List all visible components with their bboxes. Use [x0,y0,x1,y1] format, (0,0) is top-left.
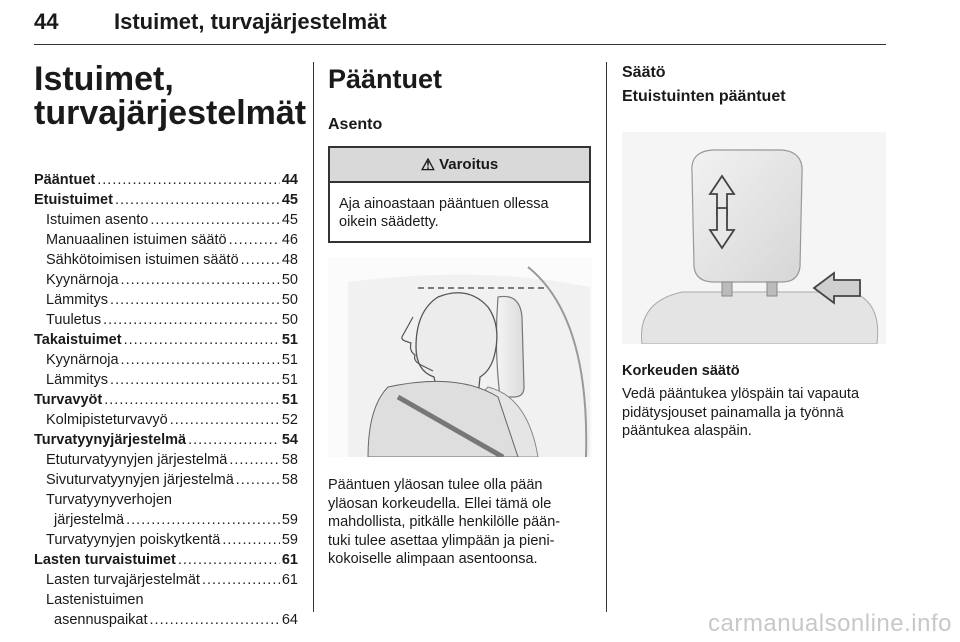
toc-entry[interactable] [34,390,298,410]
watermark: carmanualsonline.info [708,610,952,637]
warning-text-line: oikein säädetty. [339,214,439,230]
subheading: Asento [328,116,383,133]
toc-entry-label: Lasten turvaistuimet [34,552,176,568]
toc-entry-label: Turvatyynyverhojen [46,492,172,508]
toc-entry-label: Kyynärnoja [46,272,119,288]
toc-entry-page: 50 [281,312,298,328]
toc-entry[interactable] [34,170,298,190]
text-line: pidätysjouset painamalla ja työnnä [622,404,844,421]
toc-entry-page: 54 [281,432,298,448]
section-title [34,60,307,132]
front-headrest-illustration [622,132,886,344]
toc-entry-page: 46 [281,232,298,248]
height-adjustment-text [622,385,888,441]
toc-entry-page: 61 [281,552,298,568]
toc-leader-dots [202,570,280,590]
toc-entry-page: 59 [281,532,298,548]
toc-entry-label: Istuimen asento [46,212,149,228]
toc-entry-label: Lämmitys [46,372,109,388]
toc-entry[interactable] [34,570,298,590]
toc-leader-dots [229,230,280,250]
toc-entry[interactable] [34,430,298,450]
toc-leader-dots [241,250,280,270]
toc-entry-label: Takaistuimet [34,332,122,348]
text-line: pääntukea alaspäin. [622,423,752,439]
table-of-contents [34,170,298,630]
toc-entry-label: Etuistuimet [34,192,113,208]
page-number: 44 [34,9,59,34]
toc-leader-dots [188,430,280,450]
adjustment-column [622,62,888,441]
toc-entry-page: 50 [281,272,298,288]
toc-entry[interactable] [34,270,298,290]
warning-text-line: Aja ainoastaan pääntuen ollessa [339,196,549,212]
toc-leader-dots [115,190,280,210]
toc-entry-label: Manuaalinen istuimen säätö [46,232,227,248]
toc-entry[interactable] [34,210,298,230]
toc-entry-page: 59 [281,512,298,528]
toc-entry-page: 51 [281,332,298,348]
headrest-position-text [328,476,592,569]
toc-entry-label: Turvatyynyjen poiskytkentä [46,532,221,548]
column-divider [313,62,314,612]
text-line: mahdollista, pitkälle henkilölle pään- [328,514,561,530]
toc-leader-dots [170,410,280,430]
section-heading: Pääntuet [328,64,443,94]
warning-text [330,183,589,241]
warning-box [328,146,591,243]
toc-entry[interactable] [34,530,298,550]
toc-leader-dots [222,530,280,550]
toc-entry[interactable] [34,490,298,510]
toc-entry-page: 51 [281,372,298,388]
toc-entry[interactable] [34,510,298,530]
text-line: yläosan korkeudella. Ellei tämä ole [328,495,552,512]
toc-entry[interactable] [34,250,298,270]
warning-icon: ⚠ [420,156,436,174]
toc-entry-page: 51 [281,392,298,408]
toc-entry-page: 45 [281,192,298,208]
section-heading: Säätö [622,64,666,81]
toc-entry-label: Lastenistuimen [46,592,144,608]
warning-title: Varoitus [439,156,499,173]
toc-entry[interactable] [34,410,298,430]
driver-headrest-illustration [328,257,592,457]
toc-leader-dots [110,290,280,310]
toc-entry-label: Sähkötoimisen istuimen säätö [46,252,239,268]
toc-entry-label: Sivuturvatyynyjen järjestelmä [46,472,234,488]
toc-entry[interactable] [34,330,298,350]
text-line: Vedä pääntukea ylöspäin tai vapauta [622,386,860,402]
toc-entry-page: 44 [281,172,298,188]
toc-leader-dots [178,550,280,570]
toc-entry-label: Kyynärnoja [46,352,119,368]
toc-entry-page: 64 [281,612,298,628]
toc-entry-label: asennuspaikat [54,612,148,628]
toc-entry-label: Lasten turvajärjestelmät [46,572,200,588]
toc-entry-page: 58 [281,472,298,488]
toc-entry[interactable] [34,190,298,210]
section-title-line: turvajärjestelmät [34,94,307,132]
header-rule [34,44,886,45]
toc-entry[interactable] [34,310,298,330]
toc-leader-dots [110,370,280,390]
toc-entry-label: Tuuletus [46,312,102,328]
toc-entry[interactable] [34,450,298,470]
toc-entry[interactable] [34,550,298,570]
subheading: Etuistuinten pääntuet [622,88,786,105]
header-title: Istuimet, turvajärjestelmät [114,9,387,34]
toc-entry-label: järjestelmä [54,512,125,528]
headrest-position-column [328,62,592,569]
toc-entry[interactable] [34,610,298,630]
toc-entry[interactable] [34,350,298,370]
toc-leader-dots [229,450,280,470]
toc-entry-label: Kolmipisteturvavyö [46,412,168,428]
text-line: kokoiselle alimpaan asentoonsa. [328,551,538,567]
warning-header [330,148,589,183]
text-line: Pääntuen yläosan tulee olla pään [328,477,543,493]
toc-entry[interactable] [34,230,298,250]
toc-leader-dots [236,470,280,490]
text-line: tuki tulee asettaa ylimpään ja pieni- [328,532,555,549]
toc-leader-dots [150,610,280,630]
toc-column [34,60,307,630]
toc-leader-dots [150,210,279,230]
toc-leader-dots [126,510,280,530]
toc-entry[interactable] [34,470,298,490]
toc-entry-label: Lämmitys [46,292,109,308]
height-adjustment-heading: Korkeuden säätö [622,363,740,379]
toc-entry-page: 45 [281,212,298,228]
toc-entry-page: 48 [281,252,298,268]
toc-leader-dots [97,170,280,190]
toc-leader-dots [121,270,280,290]
column-divider [606,62,607,612]
toc-entry-page: 61 [281,572,298,588]
section-title-line: Istuimet, [34,60,174,98]
toc-entry-label: Turvatyynyjärjestelmä [34,432,187,448]
toc-entry-label: Turvavyöt [34,392,103,408]
toc-entry-page: 58 [281,452,298,468]
toc-entry-page: 51 [281,352,298,368]
toc-leader-dots [121,350,280,370]
toc-leader-dots [124,330,280,350]
toc-entry-label: Pääntuet [34,172,96,188]
toc-entry-label: Etuturvatyynyjen järjestelmä [46,452,228,468]
toc-entry[interactable] [34,290,298,310]
toc-entry-page: 52 [281,412,298,428]
toc-entry[interactable] [34,590,298,610]
page-header [34,6,886,46]
toc-leader-dots [103,310,280,330]
toc-leader-dots [104,390,280,410]
toc-entry-page: 50 [281,292,298,308]
toc-entry[interactable] [34,370,298,390]
